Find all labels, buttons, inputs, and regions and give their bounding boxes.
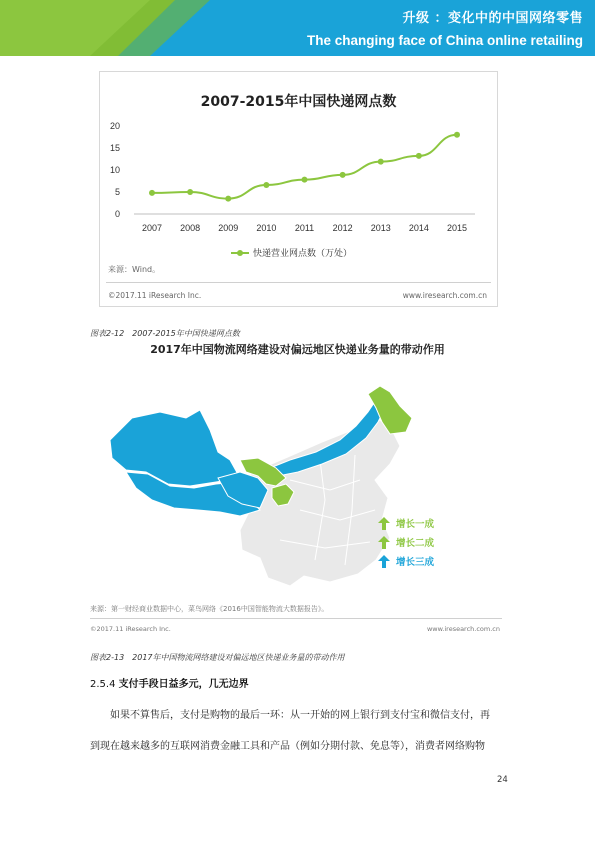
page-number: 24: [497, 775, 508, 785]
china-map: [90, 360, 502, 600]
section-heading: [90, 675, 249, 690]
legend-line-marker: [231, 249, 249, 257]
x-tick-label: 2007: [141, 223, 163, 233]
page-header: [0, 0, 595, 56]
legend-series-name: 快递营业网点数（万处）: [253, 249, 353, 259]
section-number: 2.5.4: [90, 679, 116, 690]
figure-caption-2-13: 图表2-13 2017年中国物流网络建设对偏远地区快递业务量的带动作用: [90, 653, 345, 662]
up-arrow-icon: [378, 536, 390, 549]
data-point: [149, 190, 155, 196]
map-title: 2017年中国物流网络建设对偏远地区快递业务量的带动作用: [150, 343, 445, 356]
x-tick-label: 2015: [446, 223, 468, 233]
data-point: [225, 196, 231, 202]
map-region-grey: [240, 416, 400, 586]
y-tick-label: 0: [114, 209, 120, 219]
data-point: [378, 159, 384, 165]
map-legend-label-1: 增长一成: [396, 519, 435, 530]
chart-legend: [231, 246, 352, 259]
x-tick-label: 2009: [218, 223, 239, 233]
data-point: [454, 132, 460, 138]
y-tick-label: 5: [114, 187, 120, 197]
map-legend-item-3: [378, 554, 434, 568]
paragraph-line-2: 到现在越来越多的互联网消费金融工具和产品（例如分期付款、免息等），消费者网络购物: [90, 741, 485, 752]
x-tick-label: 2008: [180, 223, 201, 233]
x-tick-label: 2013: [370, 223, 391, 233]
y-tick-label: 10: [109, 165, 120, 175]
data-point: [302, 177, 308, 183]
map-copyright: ©2017.11 iResearch Inc.: [90, 625, 171, 633]
map-legend-label-2: 增长二成: [396, 538, 435, 549]
x-tick-label: 2014: [408, 223, 429, 233]
y-tick-label: 20: [109, 121, 120, 131]
header-title-cn: 升级 ：变化中的中国网络零售: [402, 11, 583, 26]
china-map-figure: [90, 360, 502, 632]
figure-caption-2-12: 图表2-12 2007-2015年中国快递网点数: [90, 329, 240, 338]
x-tick-label: 2011: [294, 223, 315, 233]
chart-divider: [106, 282, 491, 283]
up-arrow-icon: [378, 517, 390, 530]
chart-url: www.iresearch.com.cn: [402, 291, 487, 300]
map-legend-item-1: [378, 516, 434, 530]
x-tick-label: 2012: [332, 223, 353, 233]
y-tick-label: 15: [109, 143, 120, 153]
map-legend-label-3: 增长三成: [396, 557, 435, 568]
chart-source: 来源：Wind。: [108, 265, 161, 274]
map-divider: [90, 618, 502, 619]
header-title-en: The changing face of China online retailing: [306, 33, 583, 48]
map-source: 来源：第一财经商业数据中心，菜鸟网络《2016中国智能物流大数据报告》。: [90, 605, 329, 613]
section-title: 支付手段日益多元，几无边界: [118, 679, 249, 690]
chart-copyright: ©2017.11 iResearch Inc.: [108, 291, 202, 300]
data-point: [416, 153, 422, 159]
line-chart-card: [99, 71, 498, 307]
paragraph-line-1: 如果不算售后，支付是购物的最后一环：从一开始的网上银行到支付宝和微信支付，再: [110, 710, 490, 721]
chart-title: 2007-2015年中国快递网点数: [200, 94, 397, 110]
map-legend-item-2: [378, 535, 434, 549]
data-point: [340, 172, 346, 178]
map-url: www.iresearch.com.cn: [426, 625, 500, 633]
series-line: [152, 135, 457, 199]
data-point: [263, 182, 269, 188]
x-tick-label: 2010: [256, 223, 277, 233]
data-point: [187, 189, 193, 195]
up-arrow-icon: [378, 555, 390, 568]
